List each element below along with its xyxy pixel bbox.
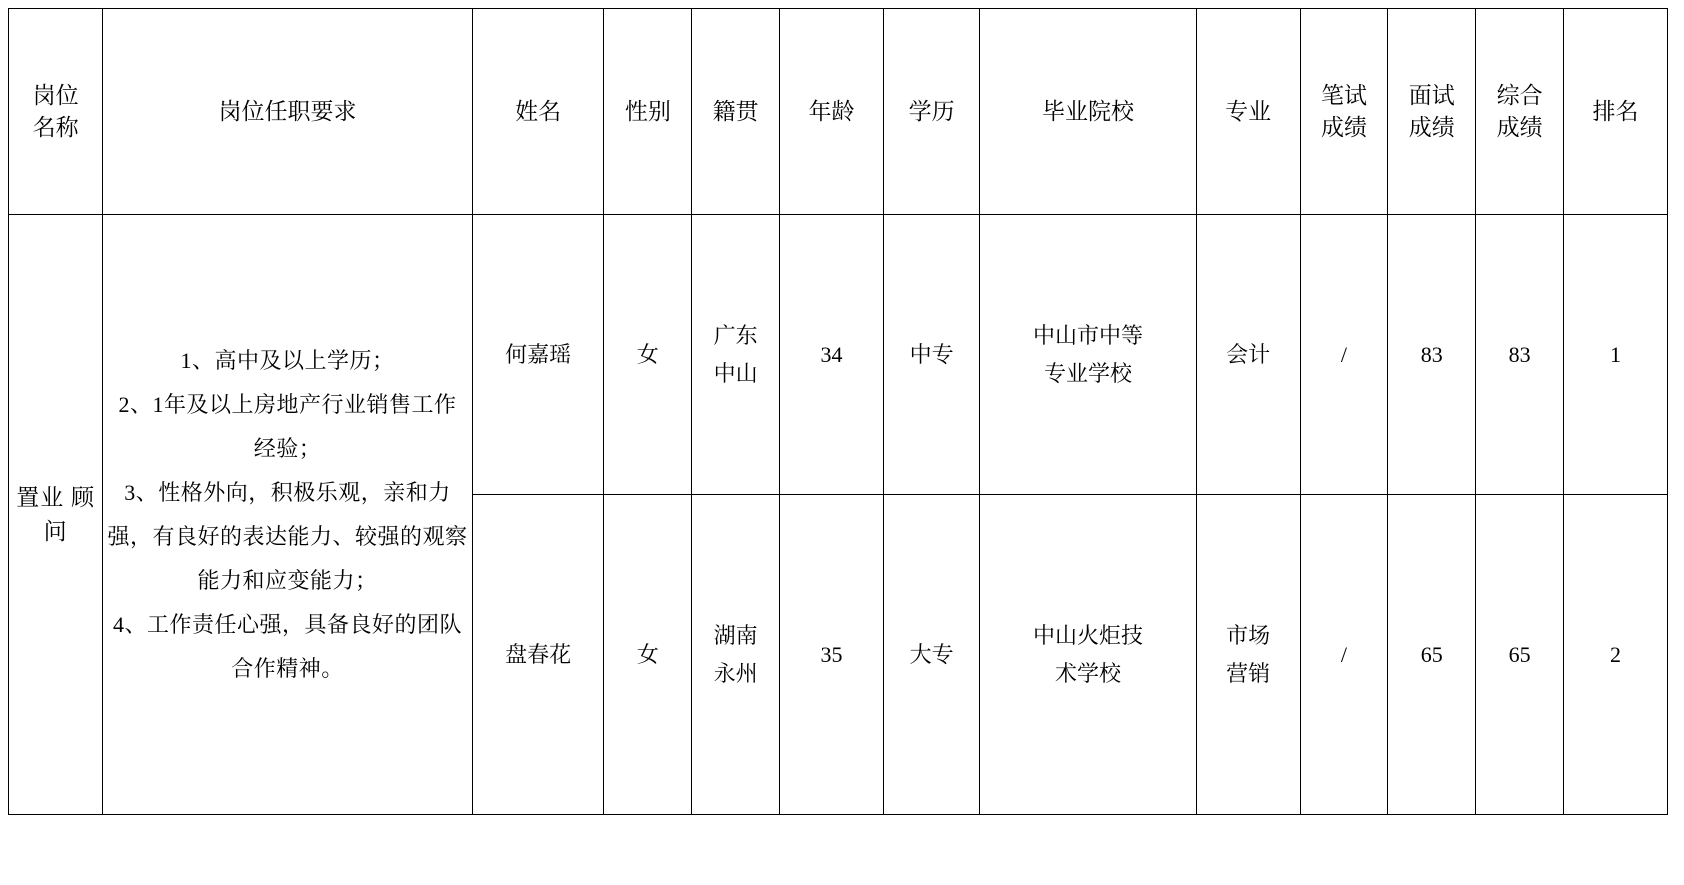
cell-education: 大专: [883, 495, 979, 815]
requirement-item: 4、工作责任心强，具备良好的团队合作精神。: [112, 611, 462, 681]
column-header-post: 岗位 名称: [9, 9, 103, 215]
cell-written-score: /: [1300, 215, 1388, 495]
cell-age: 35: [780, 495, 884, 815]
cell-native-place: 广东 中山: [692, 215, 780, 495]
cell-candidate-name: 何嘉瑶: [472, 215, 604, 495]
document-page: [0, 8, 1684, 885]
column-header-gender: 性别: [604, 9, 692, 215]
cell-native-place: 湖南 永州: [692, 495, 780, 815]
column-header-written-score: 笔试 成绩: [1300, 9, 1388, 215]
cell-job-requirements: [103, 215, 472, 815]
cell-age: 34: [780, 215, 884, 495]
cell-school: 中山市中等 专业学校: [980, 215, 1196, 495]
column-header-native-place: 籍贯: [692, 9, 780, 215]
column-header-rank: 排名: [1564, 9, 1668, 215]
cell-post-name: 置业 顾问: [9, 215, 103, 815]
column-header-total-score: 综合 成绩: [1476, 9, 1564, 215]
column-header-requirements: 岗位任职要求: [103, 9, 472, 215]
table-body: [9, 215, 1668, 815]
cell-gender: 女: [604, 495, 692, 815]
table-row: [9, 215, 1668, 495]
requirement-item: 1、高中及以上学历；: [180, 347, 395, 373]
column-header-school: 毕业院校: [980, 9, 1196, 215]
column-header-interview-score: 面试 成绩: [1388, 9, 1476, 215]
cell-education: 中专: [883, 215, 979, 495]
cell-major: 会计: [1196, 215, 1300, 495]
table-header-row-group: [9, 9, 1668, 215]
cell-rank: 1: [1564, 215, 1668, 495]
cell-interview-score: 83: [1388, 215, 1476, 495]
cell-gender: 女: [604, 215, 692, 495]
cell-rank: 2: [1564, 495, 1668, 815]
cell-total-score: 65: [1476, 495, 1564, 815]
column-header-name: 姓名: [472, 9, 604, 215]
column-header-major: 专业: [1196, 9, 1300, 215]
cell-candidate-name: 盘春花: [472, 495, 604, 815]
cell-school: 中山火炬技 术学校: [980, 495, 1196, 815]
requirement-item: 2、1年及以上房地产行业销售工作经验；: [118, 391, 457, 461]
column-header-education: 学历: [883, 9, 979, 215]
cell-written-score: /: [1300, 495, 1388, 815]
cell-interview-score: 65: [1388, 495, 1476, 815]
cell-total-score: 83: [1476, 215, 1564, 495]
cell-major: 市场 营销: [1196, 495, 1300, 815]
requirement-item: 3、性格外向，积极乐观，亲和力强，有良好的表达能力、较强的观察能力和应变能力；: [107, 479, 468, 593]
column-header-age: 年龄: [780, 9, 884, 215]
recruitment-results-table: [8, 8, 1668, 815]
table-header-row: [9, 9, 1668, 215]
